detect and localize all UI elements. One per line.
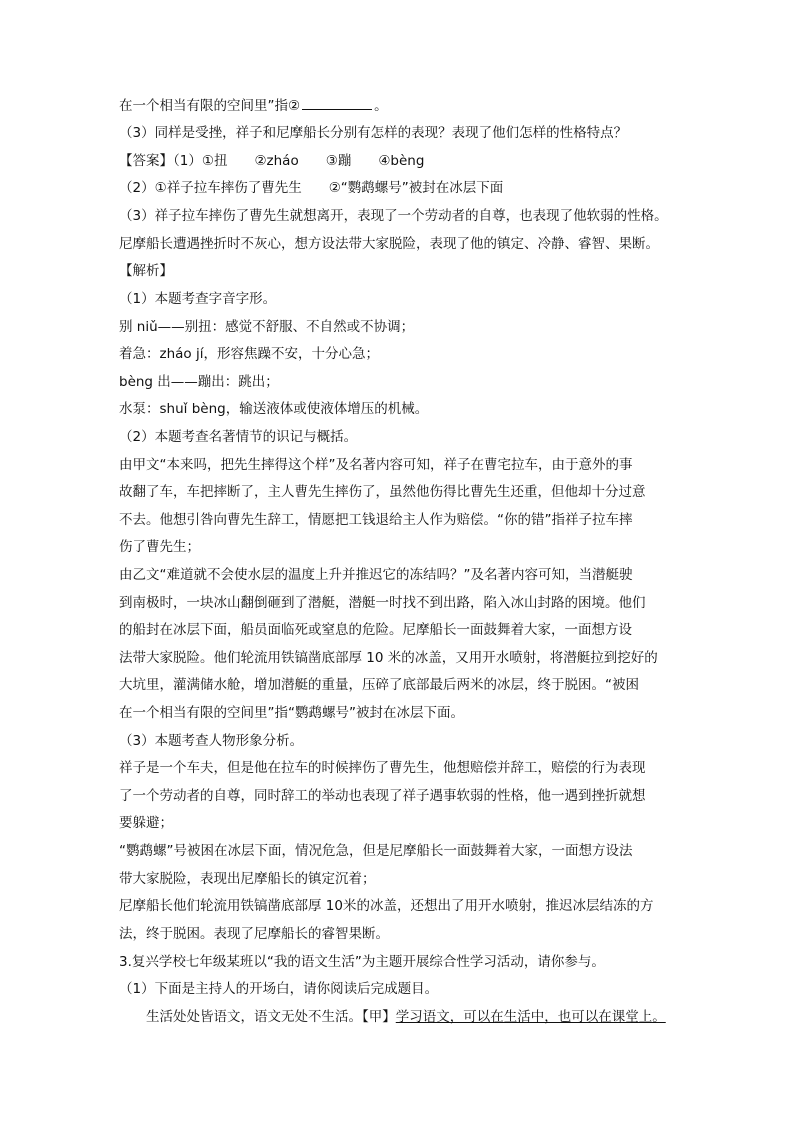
line-text: 在一个相当有限的空间里”指② [119,98,301,114]
question-line: 3.复兴学校七年级某班以“我的语文生活”为主题开展综合性学习活动，请你参与。 [119,954,605,970]
analysis-line: 由甲文“本来吗，把先生摔得这个样”及名著内容可知，祥子在曹宅拉车，由于意外的事 [119,457,633,473]
analysis-line: 的船封在冰层下面，船员面临死或窒息的危险。尼摩船长一面鼓舞着大家，一面想方设 [119,622,632,638]
question-3-line: （3）同样是受挫，祥子和尼摩船长分别有怎样的表现？表现了他们怎样的性格特点？ [119,125,628,141]
underlined-text: 学习语文，可以在生活中，也可以在课堂上。 [395,1009,666,1025]
analysis-line: 法，终于脱困。表现了尼摩船长的睿智果断。 [119,926,389,942]
analysis-line: 大坑里，灌满储水舱，增加潜艇的重量，压碎了底部最后两米的冰层，终于脱困。“被困 [119,677,639,693]
answer-line: （2）①祥子拉车摔伤了曹先生 ②“鹦鹉螺号”被封在冰层下面 [119,180,504,196]
line-text: 。 [374,98,388,114]
analysis-line: （2）本题考查名著情节的识记与概括。 [119,429,358,445]
answer-line: 尼摩船长遭遇挫折时不灰心，想方设法带大家脱险，表现了他的镇定、冷静、睿智、果断。 [119,236,659,252]
analysis-line: 别 niǔ——别扭：感觉不舒服、不自然或不协调； [119,319,415,335]
text-line [119,96,388,115]
analysis-line: 故翻了车，车把摔断了，主人曹先生摔伤了，虽然他伤得比曹先生还重，但他却十分过意 [119,484,646,500]
analysis-line: 到南极时，一块冰山翻倒砸到了潜艇，潜艇一时找不到出路，陷入冰山封路的困境。他们 [119,595,646,611]
answer-heading-line: 【答案】（1）①扭 ②zháo ③蹦 ④bèng [119,153,425,169]
analysis-line: 不去。他想引咎向曹先生辞工，情愿把工钱退给主人作为赔偿。“你的错”指祥子拉车摔 [119,512,633,528]
passage-line [119,1008,666,1026]
question-line: （1）下面是主持人的开场白，请你阅读后完成题目。 [119,981,439,997]
answer-line: （3）祥子拉车摔伤了曹先生就想离开，表现了一个劳动者的自尊，也表现了他软弱的性格。 [119,208,668,224]
analysis-line: （3）本题考查人物形象分析。 [119,733,304,749]
analysis-line: “鹦鹉螺”号被困在冰层下面，情况危急，但是尼摩船长一面鼓舞着大家，一面想方设法 [119,843,633,859]
analysis-line: 了一个劳动者的自尊，同时辞工的举动也表现了祥子遇事软弱的性格，他一遇到挫折就想 [119,788,646,804]
analysis-line: 由乙文“难道就不会使水层的温度上升并推迟它的冻结吗？”及名著内容可知，当潜艇驶 [119,567,633,583]
analysis-line: 着急：zháo jí，形容焦躁不安，十分心急； [119,346,379,362]
analysis-line: bèng 出——蹦出：跳出； [119,374,279,390]
analysis-line: 要躲避； [119,815,173,831]
analysis-line: 水泵：shuǐ bèng，输送液体或使液体增压的机械。 [119,401,429,417]
analysis-line: 伤了曹先生； [119,539,200,555]
answer-blank [302,96,372,110]
analysis-line: 在一个相当有限的空间里”指“鹦鹉螺号”被封在冰层下面。 [119,705,464,721]
analysis-line: 带大家脱险，表现出尼摩船长的镇定沉着； [119,871,376,887]
analysis-line: 祥子是一个车夫，但是他在拉车的时候摔伤了曹先生，他想赔偿并辞工，赔偿的行为表现 [119,760,646,776]
analysis-line: 尼摩船长他们轮流用铁镐凿底部厚 10米的冰盖，还想出了用开水喷射，推迟冰层结冻的方 [119,898,654,914]
line-text: 生活处处皆语文，语文无处不生活。【甲】 [119,1009,396,1025]
analysis-heading: 【解析】 [119,263,173,279]
analysis-line: 法带大家脱险。他们轮流用铁镐凿底部厚 10 米的冰盖，又用开水喷射，将潜艇拉到挖好的 [119,650,658,666]
analysis-line: （1）本题考查字音字形。 [119,291,277,307]
